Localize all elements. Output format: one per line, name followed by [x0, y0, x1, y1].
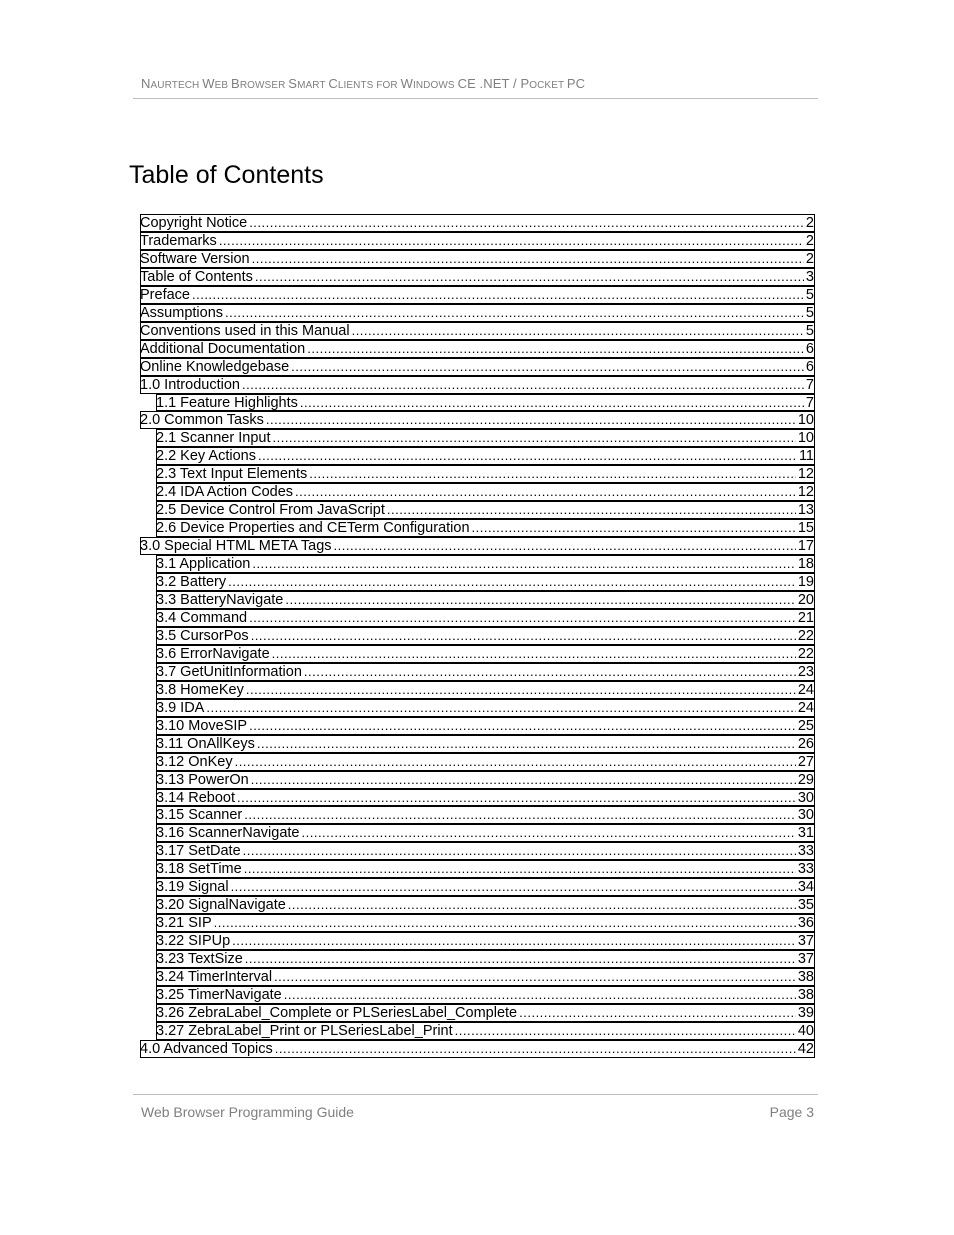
toc-link-box [140, 268, 815, 286]
toc-entry-label: 3.17 SetDate [156, 843, 241, 860]
toc-entry-page: 34 [797, 879, 814, 896]
running-header-part: S [288, 76, 298, 91]
running-header-part: C [328, 76, 338, 91]
toc-entry[interactable] [140, 824, 815, 842]
toc-entry[interactable] [140, 627, 815, 645]
toc-link-box [156, 932, 815, 950]
running-header-part: EB [214, 80, 232, 91]
toc-entry-label: Conventions used in this Manual [140, 322, 350, 339]
toc-entry-label: 3.11 OnAllKeys [156, 735, 255, 752]
running-header [141, 76, 818, 91]
toc-entry-label: 1.1 Feature Highlights [156, 394, 298, 411]
toc-link-box [156, 519, 815, 537]
toc-link-box [140, 358, 815, 376]
toc-entry[interactable] [140, 717, 815, 735]
toc-entry-label: 3.1 Application [156, 556, 251, 573]
toc-entry[interactable] [140, 699, 815, 717]
toc-entry-label: 3.23 TextSize [156, 951, 243, 968]
toc-link-box [156, 699, 815, 717]
toc-entry[interactable] [140, 465, 815, 483]
toc-entry-label: 3.10 MoveSIP [156, 717, 248, 734]
toc-link-box [156, 483, 815, 501]
toc-entry-label: 3.25 TimerNavigate [156, 986, 282, 1003]
toc-entry-label: Software Version [140, 250, 250, 267]
toc-link-box [156, 824, 815, 842]
toc-link-box [156, 1022, 815, 1040]
toc-entry-page: 5 [805, 322, 814, 339]
toc-entry-page: 37 [797, 933, 814, 950]
toc-entry-label: 3.16 ScannerNavigate [156, 825, 300, 842]
toc-entry[interactable] [140, 1040, 815, 1058]
toc-entry[interactable] [140, 447, 815, 465]
running-header-part: W [400, 76, 413, 91]
toc-entry-page: 38 [797, 969, 814, 986]
toc-entry[interactable] [140, 250, 815, 268]
toc-entry-page: 37 [797, 951, 814, 968]
toc-entry[interactable] [140, 681, 815, 699]
toc-link-box [156, 465, 815, 483]
toc-link-box [156, 842, 815, 860]
toc-entry-page: 30 [797, 789, 814, 806]
toc-entry[interactable] [140, 914, 815, 932]
toc-entry-label: 3.19 Signal [156, 879, 229, 896]
toc-entry-page: 22 [797, 627, 814, 644]
toc-link-box [156, 950, 815, 968]
toc-entry-label: 3.14 Reboot [156, 789, 236, 806]
toc-entry-page: 24 [797, 699, 814, 716]
toc-link-box [156, 896, 815, 914]
toc-entry[interactable] [140, 268, 815, 286]
toc-entry-page: 39 [797, 1004, 814, 1021]
toc-link-box [140, 304, 815, 322]
toc-entry[interactable] [140, 663, 815, 681]
toc-entry-page: 42 [797, 1040, 814, 1057]
toc-entry[interactable] [140, 286, 815, 304]
toc-entry-label: Assumptions [140, 304, 224, 321]
toc-entry-label: 3.6 ErrorNavigate [156, 645, 270, 662]
toc-link-box [156, 627, 815, 645]
toc-entry-page: 31 [797, 825, 814, 842]
toc-link-box [140, 376, 815, 394]
toc-link-box [156, 789, 815, 807]
toc-link-box [156, 429, 815, 447]
toc-link-box [140, 340, 815, 358]
toc-link-box [156, 663, 815, 681]
running-header-part: W [202, 76, 215, 91]
toc-entry-label: 3.8 HomeKey [156, 681, 244, 698]
toc-entry[interactable] [140, 860, 815, 878]
toc-link-box [156, 806, 815, 824]
toc-link-box [156, 573, 815, 591]
toc-entry-label: 3.26 ZebraLabel_Complete or PLSeriesLabel_Complete [156, 1004, 518, 1021]
toc-entry-label: 2.4 IDA Action Codes [156, 484, 294, 501]
toc-entry-label: 3.27 ZebraLabel_Print or PLSeriesLabel_Print [156, 1022, 453, 1039]
toc-entry[interactable] [140, 501, 815, 519]
running-header-part: OCKET [529, 80, 567, 91]
running-header-part: ROWSER [239, 80, 289, 91]
toc-entry[interactable] [140, 304, 815, 322]
toc-entry-page: 20 [797, 592, 814, 609]
toc-entry-label: 2.6 Device Properties and CETerm Configuration [156, 520, 470, 537]
toc-entry[interactable] [140, 1022, 815, 1040]
toc-entry-label: 3.15 Scanner [156, 807, 243, 824]
toc-entry[interactable] [140, 771, 815, 789]
toc-entry-page: 5 [805, 304, 814, 321]
toc-link-box [140, 214, 815, 232]
toc-entry[interactable] [140, 573, 815, 591]
toc-link-box [156, 968, 815, 986]
toc-entry[interactable] [140, 896, 815, 914]
toc-entry-page: 25 [797, 717, 814, 734]
toc-link-box [156, 986, 815, 1004]
toc-link-box [140, 322, 815, 340]
toc-link-box [156, 591, 815, 609]
toc-entry[interactable] [140, 878, 815, 896]
toc-entry-label: 2.1 Scanner Input [156, 430, 271, 447]
table-of-contents [140, 214, 815, 1058]
toc-entry-page: 29 [797, 771, 814, 788]
toc-link-box [156, 860, 815, 878]
header-rule [133, 98, 818, 99]
toc-link-box [140, 250, 815, 268]
toc-link-box [156, 771, 815, 789]
toc-entry-page: 10 [797, 430, 814, 447]
toc-entry-page: 7 [805, 394, 814, 411]
toc-link-box [140, 1040, 815, 1058]
toc-entry-page: 3 [805, 268, 814, 285]
toc-entry[interactable] [140, 376, 815, 394]
running-header-part: PC [566, 76, 586, 91]
toc-entry-label: 3.20 SignalNavigate [156, 897, 286, 914]
toc-entry[interactable] [140, 483, 815, 501]
toc-entry[interactable] [140, 806, 815, 824]
toc-entry-page: 12 [797, 466, 814, 483]
running-header-part: MART [297, 80, 329, 91]
toc-entry[interactable] [140, 358, 815, 376]
toc-link-box [156, 717, 815, 735]
toc-entry-page: 40 [797, 1022, 814, 1039]
toc-entry-label: Trademarks [140, 232, 217, 249]
toc-entry[interactable] [140, 394, 815, 412]
footer-page-number: Page 3 [769, 1104, 814, 1120]
toc-entry-page: 26 [797, 735, 814, 752]
toc-entry-page: 30 [797, 807, 814, 824]
running-header-part: LIENTS FOR [337, 80, 401, 91]
toc-entry-page: 11 [798, 448, 814, 465]
toc-entry[interactable] [140, 214, 815, 232]
toc-entry-label: 4.0 Advanced Topics [140, 1040, 273, 1057]
toc-entry-page: 10 [797, 412, 814, 429]
toc-entry-page: 35 [797, 897, 814, 914]
toc-link-box [156, 645, 815, 663]
toc-link-box [156, 447, 815, 465]
toc-entry-label: 3.2 Battery [156, 574, 227, 591]
toc-entry-label: 3.3 BatteryNavigate [156, 592, 284, 609]
toc-entry[interactable] [140, 735, 815, 753]
toc-entry-label: 2.5 Device Control From JavaScript [156, 502, 385, 519]
toc-entry-page: 7 [805, 376, 814, 393]
toc-entry-page: 6 [805, 358, 814, 375]
toc-entry-label: Preface [140, 286, 190, 303]
toc-entry-label: Table of Contents [140, 268, 253, 285]
toc-entry[interactable] [140, 789, 815, 807]
toc-entry[interactable] [140, 555, 815, 573]
running-header-part: INDOWS [412, 80, 458, 91]
toc-entry[interactable] [140, 411, 815, 429]
toc-entry-page: 22 [797, 645, 814, 662]
toc-entry-label: 3.7 GetUnitInformation [156, 663, 302, 680]
toc-entry-page: 2 [805, 215, 814, 231]
toc-entry-label: 2.2 Key Actions [156, 448, 256, 465]
toc-entry-page: 6 [805, 340, 814, 357]
toc-link-box [140, 411, 815, 429]
toc-entry[interactable] [140, 950, 815, 968]
toc-entry[interactable] [140, 1004, 815, 1022]
toc-entry[interactable] [140, 932, 815, 950]
toc-entry-page: 15 [797, 520, 814, 537]
toc-entry-page: 33 [797, 861, 814, 878]
running-header-part: B [231, 76, 240, 91]
toc-entry-page: 12 [797, 484, 814, 501]
running-header-part: N [141, 76, 151, 91]
toc-link-box [156, 609, 815, 627]
toc-entry-label: 3.9 IDA [156, 699, 205, 716]
toc-link-box [156, 1004, 815, 1022]
toc-link-box [156, 555, 815, 573]
toc-entry-label: 3.5 CursorPos [156, 627, 249, 644]
running-header-part: CE .NET / P [457, 76, 530, 91]
toc-link-box [156, 914, 815, 932]
toc-entry[interactable] [140, 609, 815, 627]
running-header-part: AURTECH [150, 80, 203, 91]
page-title: Table of Contents [129, 161, 324, 189]
toc-entry-page: 24 [797, 681, 814, 698]
toc-link-box [140, 232, 815, 250]
toc-entry-label: 2.3 Text Input Elements [156, 466, 308, 483]
toc-entry-page: 21 [797, 609, 814, 626]
toc-entry-page: 17 [797, 538, 814, 555]
toc-entry-page: 33 [797, 843, 814, 860]
toc-entry[interactable] [140, 537, 815, 555]
toc-entry-page: 5 [805, 286, 814, 303]
toc-link-box [156, 753, 815, 771]
toc-entry-label: 3.18 SetTime [156, 861, 242, 878]
toc-entry-label: Additional Documentation [140, 340, 306, 357]
toc-entry-page: 13 [797, 502, 814, 519]
toc-link-box [140, 537, 815, 555]
toc-entry[interactable] [140, 968, 815, 986]
toc-entry-label: 3.0 Special HTML META Tags [140, 538, 332, 555]
toc-entry[interactable] [140, 645, 815, 663]
toc-entry-label: 2.0 Common Tasks [140, 412, 264, 429]
toc-link-box [156, 878, 815, 896]
toc-entry[interactable] [140, 753, 815, 771]
toc-entry[interactable] [140, 429, 815, 447]
toc-entry-label: 3.24 TimerInterval [156, 969, 273, 986]
toc-entry-page: 38 [797, 986, 814, 1003]
toc-entry-label: 1.0 Introduction [140, 376, 240, 393]
toc-link-box [156, 681, 815, 699]
toc-entry-page: 23 [797, 663, 814, 680]
toc-entry-page: 36 [797, 915, 814, 932]
toc-entry-page: 27 [797, 753, 814, 770]
toc-link-box [156, 735, 815, 753]
toc-entry[interactable] [140, 340, 815, 358]
footer-document-title: Web Browser Programming Guide [141, 1104, 354, 1120]
toc-entry[interactable] [140, 842, 815, 860]
toc-link-box [156, 394, 815, 412]
toc-entry-label: Copyright Notice [140, 215, 248, 231]
toc-entry[interactable] [140, 591, 815, 609]
toc-entry[interactable] [140, 232, 815, 250]
toc-entry-label: 3.12 OnKey [156, 753, 233, 770]
toc-entry-page: 19 [797, 574, 814, 591]
toc-entry[interactable] [140, 519, 815, 537]
toc-entry-label: 3.13 PowerOn [156, 771, 249, 788]
toc-entry-label: Online Knowledgebase [140, 358, 290, 375]
toc-link-box [140, 286, 815, 304]
toc-entry-page: 2 [805, 232, 814, 249]
footer-rule [133, 1094, 818, 1095]
toc-entry-label: 3.4 Command [156, 609, 248, 626]
toc-entry[interactable] [140, 322, 815, 340]
toc-link-box [156, 501, 815, 519]
toc-entry[interactable] [140, 986, 815, 1004]
toc-entry-page: 18 [797, 556, 814, 573]
toc-entry-label: 3.22 SIPUp [156, 933, 231, 950]
toc-entry-label: 3.21 SIP [156, 915, 212, 932]
toc-entry-page: 2 [805, 250, 814, 267]
